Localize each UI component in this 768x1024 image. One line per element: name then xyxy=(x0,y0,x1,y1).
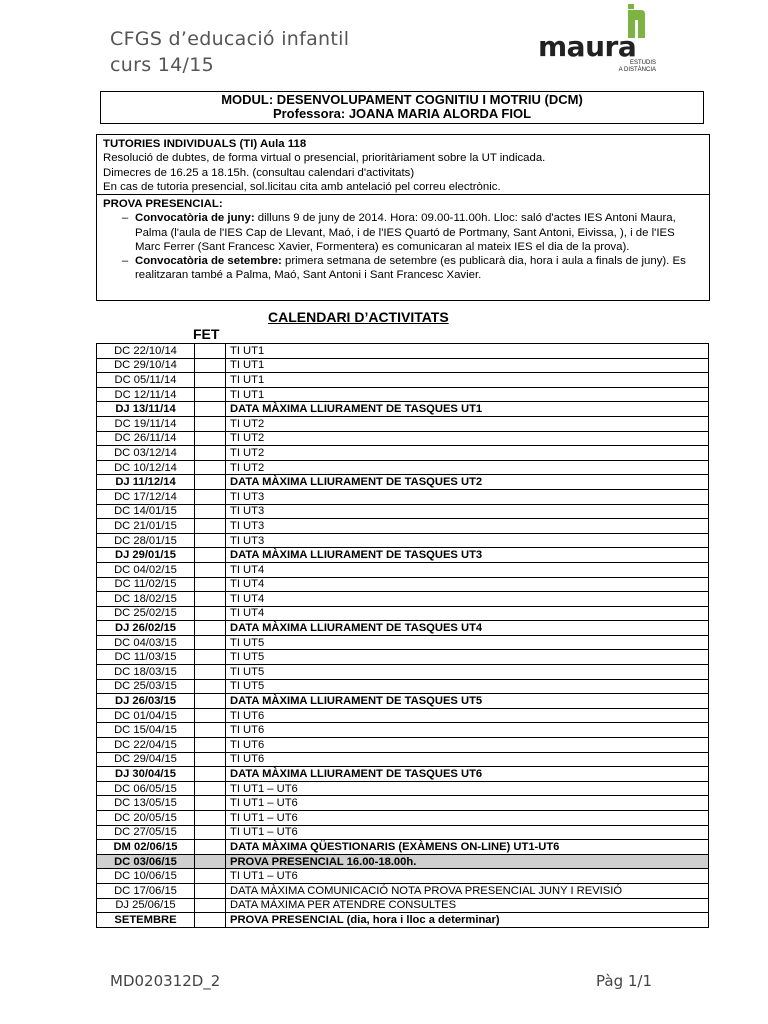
header-title-line1: CFGS d’educació infantil xyxy=(110,28,350,50)
table-row xyxy=(97,519,709,534)
tutories-line1: Resolució de dubtes, de forma virtual o presencial, prioritàriament sobre la UT indicada. xyxy=(103,152,546,165)
row-fet-cell[interactable] xyxy=(195,475,226,490)
row-date: DJ 13/11/14 xyxy=(97,402,195,417)
row-activity: TI UT1 – UT6 xyxy=(226,825,709,840)
row-activity: DATA MÀXIMA LLIURAMENT DE TASQUES UT1 xyxy=(226,402,709,417)
row-activity: TI UT3 xyxy=(226,489,709,504)
fet-column-label: FET xyxy=(193,326,220,342)
table-row xyxy=(97,635,709,650)
row-activity: TI UT6 xyxy=(226,738,709,753)
table-row xyxy=(97,446,709,461)
table-row xyxy=(97,679,709,694)
row-date: SETEMBRE xyxy=(97,913,195,928)
row-fet-cell[interactable] xyxy=(195,358,226,373)
row-activity: TI UT4 xyxy=(226,562,709,577)
row-fet-cell[interactable] xyxy=(195,694,226,709)
table-row xyxy=(97,344,709,359)
row-fet-cell[interactable] xyxy=(195,811,226,826)
table-row xyxy=(97,665,709,680)
row-date: DC 29/04/15 xyxy=(97,752,195,767)
logo-wordmark: maura xyxy=(538,30,637,63)
row-date: DC 03/12/14 xyxy=(97,446,195,461)
table-row xyxy=(97,460,709,475)
row-fet-cell[interactable] xyxy=(195,752,226,767)
row-activity: TI UT6 xyxy=(226,723,709,738)
row-fet-cell[interactable] xyxy=(195,825,226,840)
prova-item-juny xyxy=(103,211,703,254)
table-row xyxy=(97,621,709,636)
row-fet-cell[interactable] xyxy=(195,665,226,680)
row-activity: TI UT5 xyxy=(226,679,709,694)
row-fet-cell[interactable] xyxy=(195,738,226,753)
table-row xyxy=(97,562,709,577)
row-fet-cell[interactable] xyxy=(195,416,226,431)
table-row xyxy=(97,592,709,607)
table-row xyxy=(97,708,709,723)
logo-subtitle xyxy=(596,60,656,74)
row-date: DC 22/04/15 xyxy=(97,738,195,753)
table-row xyxy=(97,533,709,548)
row-fet-cell[interactable] xyxy=(195,635,226,650)
prova-setembre-text: primera setmana de setembre (es publicarà dia, hora i aula a finals de juny). Es realitzaran també a Palma, Maó, Sant Antoni i Sant Francesc Xavier. xyxy=(135,255,686,282)
row-fet-cell[interactable] xyxy=(195,533,226,548)
row-fet-cell[interactable] xyxy=(195,781,226,796)
row-activity: TI UT1 xyxy=(226,344,709,359)
row-activity: TI UT1 xyxy=(226,373,709,388)
row-date: DC 11/03/15 xyxy=(97,650,195,665)
row-fet-cell[interactable] xyxy=(195,489,226,504)
row-date: DC 06/05/15 xyxy=(97,781,195,796)
row-activity: PROVA PRESENCIAL 16.00-18.00h. xyxy=(226,854,709,869)
table-row xyxy=(97,694,709,709)
row-activity: DATA MÀXIMA QÜESTIONARIS (EXÀMENS ON-LINE) UT1-UT6 xyxy=(226,840,709,855)
row-date: DJ 26/03/15 xyxy=(97,694,195,709)
row-activity: DATA MÀXIMA LLIURAMENT DE TASQUES UT5 xyxy=(226,694,709,709)
info-box xyxy=(96,134,710,301)
row-fet-cell[interactable] xyxy=(195,898,226,913)
table-row xyxy=(97,781,709,796)
row-activity: TI UT2 xyxy=(226,460,709,475)
table-row xyxy=(97,723,709,738)
row-date: DC 25/02/15 xyxy=(97,606,195,621)
row-date: DC 22/10/14 xyxy=(97,344,195,359)
table-row xyxy=(97,898,709,913)
table-row xyxy=(97,606,709,621)
row-date: DC 10/06/15 xyxy=(97,869,195,884)
row-date: DJ 11/12/14 xyxy=(97,475,195,490)
table-row xyxy=(97,402,709,417)
row-activity: TI UT1 – UT6 xyxy=(226,796,709,811)
row-fet-cell[interactable] xyxy=(195,650,226,665)
row-activity: TI UT6 xyxy=(226,708,709,723)
row-date: DC 29/10/14 xyxy=(97,358,195,373)
row-activity: TI UT4 xyxy=(226,606,709,621)
row-fet-cell[interactable] xyxy=(195,767,226,782)
row-fet-cell[interactable] xyxy=(195,840,226,855)
row-activity: DATA MÀXIMA LLIURAMENT DE TASQUES UT6 xyxy=(226,767,709,782)
row-date: DC 04/02/15 xyxy=(97,562,195,577)
row-fet-cell[interactable] xyxy=(195,708,226,723)
row-date: DJ 30/04/15 xyxy=(97,767,195,782)
tutories-line3: En cas de tutoria presencial, sol.licitau cita amb antelació pel correu electrònic. xyxy=(103,180,501,193)
row-fet-cell[interactable] xyxy=(195,548,226,563)
bullet-dash-icon: – xyxy=(121,212,129,225)
row-activity: TI UT1 xyxy=(226,387,709,402)
row-date: DC 21/01/15 xyxy=(97,519,195,534)
row-activity: TI UT1 – UT6 xyxy=(226,811,709,826)
row-fet-cell[interactable] xyxy=(195,883,226,898)
row-fet-cell[interactable] xyxy=(195,460,226,475)
logo-sub-line2: A DISTÀNCIA xyxy=(618,67,656,73)
row-date: DC 17/12/14 xyxy=(97,489,195,504)
row-date: DC 27/05/15 xyxy=(97,825,195,840)
row-fet-cell[interactable] xyxy=(195,679,226,694)
row-date: DM 02/06/15 xyxy=(97,840,195,855)
tutories-heading: TUTORIES INDIVIDUALS (TI) Aula 118 xyxy=(103,138,307,150)
table-row xyxy=(97,767,709,782)
row-fet-cell[interactable] xyxy=(195,562,226,577)
row-activity: PROVA PRESENCIAL (dia, hora i lloc a determinar) xyxy=(226,913,709,928)
row-activity: TI UT3 xyxy=(226,533,709,548)
row-fet-cell[interactable] xyxy=(195,446,226,461)
prova-setembre-label: Convocatòria de setembre: xyxy=(135,255,282,268)
table-row xyxy=(97,811,709,826)
row-date: DC 15/04/15 xyxy=(97,723,195,738)
calendar-table xyxy=(96,343,709,928)
row-date: DC 13/05/15 xyxy=(97,796,195,811)
row-activity: TI UT1 xyxy=(226,358,709,373)
table-row xyxy=(97,650,709,665)
page-number: Pàg 1/1 xyxy=(596,972,652,990)
row-activity: TI UT2 xyxy=(226,416,709,431)
maura-logo xyxy=(538,4,658,76)
table-row xyxy=(97,431,709,446)
row-fet-cell[interactable] xyxy=(195,504,226,519)
row-fet-cell[interactable] xyxy=(195,387,226,402)
document-header xyxy=(110,26,349,78)
row-date: DJ 26/02/15 xyxy=(97,621,195,636)
row-activity: TI UT6 xyxy=(226,752,709,767)
row-activity: TI UT3 xyxy=(226,504,709,519)
row-activity: TI UT3 xyxy=(226,519,709,534)
table-row xyxy=(97,738,709,753)
row-date: DC 10/12/14 xyxy=(97,460,195,475)
table-row xyxy=(97,504,709,519)
table-row xyxy=(97,358,709,373)
row-activity: TI UT5 xyxy=(226,635,709,650)
row-activity: DATA MÀXIMA LLIURAMENT DE TASQUES UT3 xyxy=(226,548,709,563)
module-name: MODUL: DESENVOLUPAMENT COGNITIU I MOTRIU (DCM) xyxy=(221,92,583,107)
row-activity: DATA MÀXIMA LLIURAMENT DE TASQUES UT2 xyxy=(226,475,709,490)
row-fet-cell[interactable] xyxy=(195,913,226,928)
row-activity: TI UT5 xyxy=(226,650,709,665)
table-row xyxy=(97,373,709,388)
row-fet-cell[interactable] xyxy=(195,723,226,738)
row-activity: DATA MÀXIMA PER ATENDRE CONSULTES xyxy=(226,898,709,913)
row-date: DC 17/06/15 xyxy=(97,883,195,898)
table-row xyxy=(97,883,709,898)
table-row xyxy=(97,387,709,402)
table-row xyxy=(97,548,709,563)
row-date: DC 19/11/14 xyxy=(97,416,195,431)
row-activity: TI UT4 xyxy=(226,577,709,592)
row-date: DC 14/01/15 xyxy=(97,504,195,519)
row-date: DC 28/01/15 xyxy=(97,533,195,548)
row-date: DC 25/03/15 xyxy=(97,679,195,694)
table-row xyxy=(97,869,709,884)
row-date: DC 18/02/15 xyxy=(97,592,195,607)
bullet-dash-icon: – xyxy=(121,255,129,268)
row-date: DC 01/04/15 xyxy=(97,708,195,723)
row-fet-cell[interactable] xyxy=(195,854,226,869)
logo-sub-line1: ESTUDIS xyxy=(629,60,656,66)
table-row xyxy=(97,577,709,592)
teacher-name: Professora: JOANA MARIA ALORDA FIOL xyxy=(272,106,532,121)
row-fet-cell[interactable] xyxy=(195,796,226,811)
row-activity: TI UT1 – UT6 xyxy=(226,869,709,884)
tutories-line2: Dimecres de 16.25 a 18.15h. (consultau calendari d'activitats) xyxy=(103,166,415,179)
row-fet-cell[interactable] xyxy=(195,621,226,636)
row-date: DC 12/11/14 xyxy=(97,387,195,402)
row-date: DC 20/05/15 xyxy=(97,811,195,826)
row-date: DC 11/02/15 xyxy=(97,577,195,592)
prova-item-setembre xyxy=(103,254,703,283)
calendar-title: CALENDARI D’ACTIVITATS xyxy=(268,309,449,325)
document-code: MD020312D_2 xyxy=(110,972,221,990)
row-fet-cell[interactable] xyxy=(195,431,226,446)
row-date: DC 05/11/14 xyxy=(97,373,195,388)
table-row xyxy=(97,913,709,928)
row-date: DJ 29/01/15 xyxy=(97,548,195,563)
row-fet-cell[interactable] xyxy=(195,344,226,359)
table-row xyxy=(97,416,709,431)
row-fet-cell[interactable] xyxy=(195,869,226,884)
prova-juny-label: Convocatòria de juny: xyxy=(135,212,255,225)
row-date: DJ 25/06/15 xyxy=(97,898,195,913)
row-date: DC 26/11/14 xyxy=(97,431,195,446)
row-activity: TI UT1 – UT6 xyxy=(226,781,709,796)
prova-section xyxy=(97,196,709,283)
row-fet-cell[interactable] xyxy=(195,606,226,621)
row-date: DC 18/03/15 xyxy=(97,665,195,680)
table-row xyxy=(97,825,709,840)
table-row xyxy=(97,489,709,504)
table-row xyxy=(97,840,709,855)
prova-heading: PROVA PRESENCIAL: xyxy=(103,198,223,210)
row-activity: TI UT5 xyxy=(226,665,709,680)
prova-juny-text: dilluns 9 de juny de 2014. Hora: 09.00-11.00h. Lloc: saló d'actes IES Antoni Maura, Palma (l'aula de l'IES Cap de Llevant, Maó, i de l'IES Quartó de Portmany, Sant Antoni, Eivissa, ), i de l'IES Marc Ferrer (Sant Francesc Xavier, Formentera) es comunicaran al mateix IES el dia de la prova). xyxy=(135,212,676,253)
row-activity: TI UT2 xyxy=(226,446,709,461)
row-activity: DATA MÀXIMA LLIURAMENT DE TASQUES UT4 xyxy=(226,621,709,636)
row-fet-cell[interactable] xyxy=(195,373,226,388)
table-row xyxy=(97,796,709,811)
row-activity: TI UT2 xyxy=(226,431,709,446)
module-title-box xyxy=(100,91,704,124)
row-fet-cell[interactable] xyxy=(195,402,226,417)
row-fet-cell[interactable] xyxy=(195,592,226,607)
row-date: DC 04/03/15 xyxy=(97,635,195,650)
row-date: DC 03/06/15 xyxy=(97,854,195,869)
row-fet-cell[interactable] xyxy=(195,519,226,534)
row-activity: DATA MÀXIMA COMUNICACIÓ NOTA PROVA PRESENCIAL JUNY I REVISIÓ xyxy=(226,883,709,898)
row-fet-cell[interactable] xyxy=(195,577,226,592)
table-row xyxy=(97,752,709,767)
table-row xyxy=(97,475,709,490)
row-activity: TI UT4 xyxy=(226,592,709,607)
tutories-section xyxy=(97,135,709,195)
table-row xyxy=(97,854,709,869)
header-title-line2: curs 14/15 xyxy=(110,54,214,76)
